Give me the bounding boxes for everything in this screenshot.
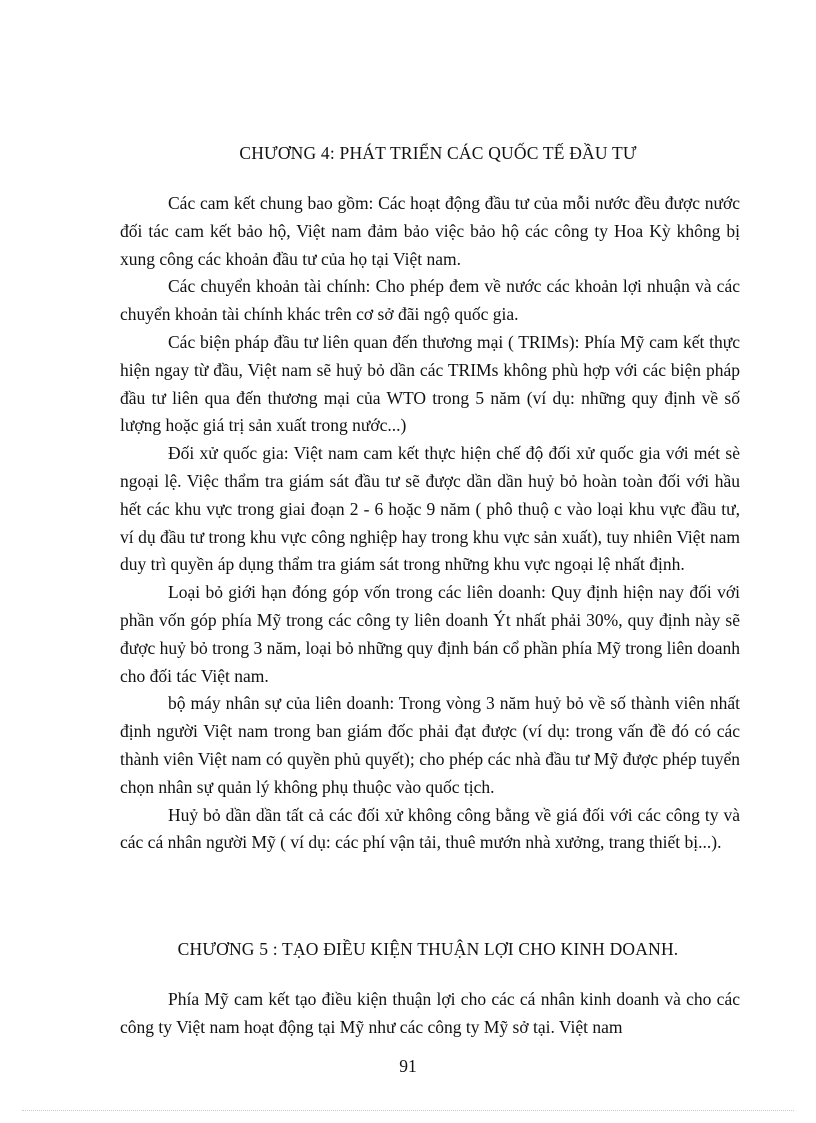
paragraph-financial-transfers: Các chuyển khoản tài chính: Cho phép đem về nước các khoản lợi nhuận và các chuyển khoản tài chính khác trên cơ sở đãi ngộ quốc gia.: [120, 276, 740, 325]
paragraph-unfair-pricing: Huỷ bỏ dần dần tất cả các đối xử không công bằng về giá đối với các công ty và các cá nhân người Mỹ ( ví dụ: các phí vận tải, thuê mướn nhà xưởng, trang thiết bị...).: [120, 804, 740, 853]
paragraph-capital-limits: Loại bỏ giới hạn đóng góp vốn trong các liên doanh: Quy định hiện nay đối với phần vốn góp phía Mỹ trong các công ty liên doanh Ýt nhất phải 30%, quy định này sẽ được huỷ bỏ trong 3 năm, loại bỏ những quy định bán cổ phần phía Mỹ trong liên doanh cho đối tác Việt nam.: [120, 582, 740, 686]
chapter-5-title: CHƯƠNG 5 : TẠO ĐIỀU KIỆN THUẬN LỢI CHO KINH DOANH.: [177, 939, 679, 959]
page-bottom-border: [22, 1110, 794, 1111]
paragraph-general-commitments: Các cam kết chung bao gồm: Các hoạt động đầu tư của mỗi nước đều được nước đối tác cam kết bảo hộ, Việt nam đảm bảo việc bảo hộ các công ty Hoa Kỳ không bị xung công các khoản đầu tư của họ tại Việt nam.: [120, 193, 740, 269]
paragraph-national-treatment: Đối xử quốc gia: Việt nam cam kết thực hiện chế độ đối xử quốc gia với mét sè ngoại lệ. Việc thẩm tra giám sát đầu tư sẽ được dần dần huỷ bỏ hoàn toàn đối với hầu hết các khu vực trong giai đoạn 2 - 6 hoặc 9 năm ( phô thuộ c vào loại khu vực đầu tư, ví dụ đầu tư trong khu vực công nghiệp hay trong khu vực sản xuất), tuy nhiên Việt nam duy trì quyền áp dụng thẩm tra giám sát trong những khu vực ngoại lệ nhất định.: [120, 443, 740, 575]
chapter-5-body: [120, 986, 740, 1042]
paragraph-trims: Các biện pháp đầu tư liên quan đến thương mại ( TRIMs): Phía Mỹ cam kết thực hiện ngay từ đầu, Việt nam sẽ huỷ bỏ dần các TRIMs không phù hợp với các biện pháp đầu tư liên qua đến thương mại của WTO trong 5 năm (ví dụ: những quy định về số lượng hoặc giá trị sản xuất trong nước...): [120, 331, 740, 436]
chapter-4-title: CHƯƠNG 4: PHÁT TRIỂN CÁC QUỐC TẾ ĐẦU TƯ: [239, 143, 637, 163]
page-number: 91: [399, 1056, 417, 1076]
chapter-4-body: [120, 190, 740, 857]
paragraph-joint-venture-personnel: bộ máy nhân sự của liên doanh: Trong vòng 3 năm huỷ bỏ về số thành viên nhất định người Việt nam trong ban giám đốc phải đạt được (ví dụ: trong vấn đề đó có các thành viên Việt nam có quyền phủ quyết); cho phép các nhà đầu tư Mỹ được phép tuyển chọn nhân sự quản lý không phụ thuộc vào quốc tịch.: [120, 693, 740, 797]
paragraph-business-facilitation: Phía Mỹ cam kết tạo điều kiện thuận lợi cho các cá nhân kinh doanh và cho các công ty Việt nam hoạt động tại Mỹ như các công ty Mỹ sở tại. Việt nam: [120, 989, 740, 1037]
